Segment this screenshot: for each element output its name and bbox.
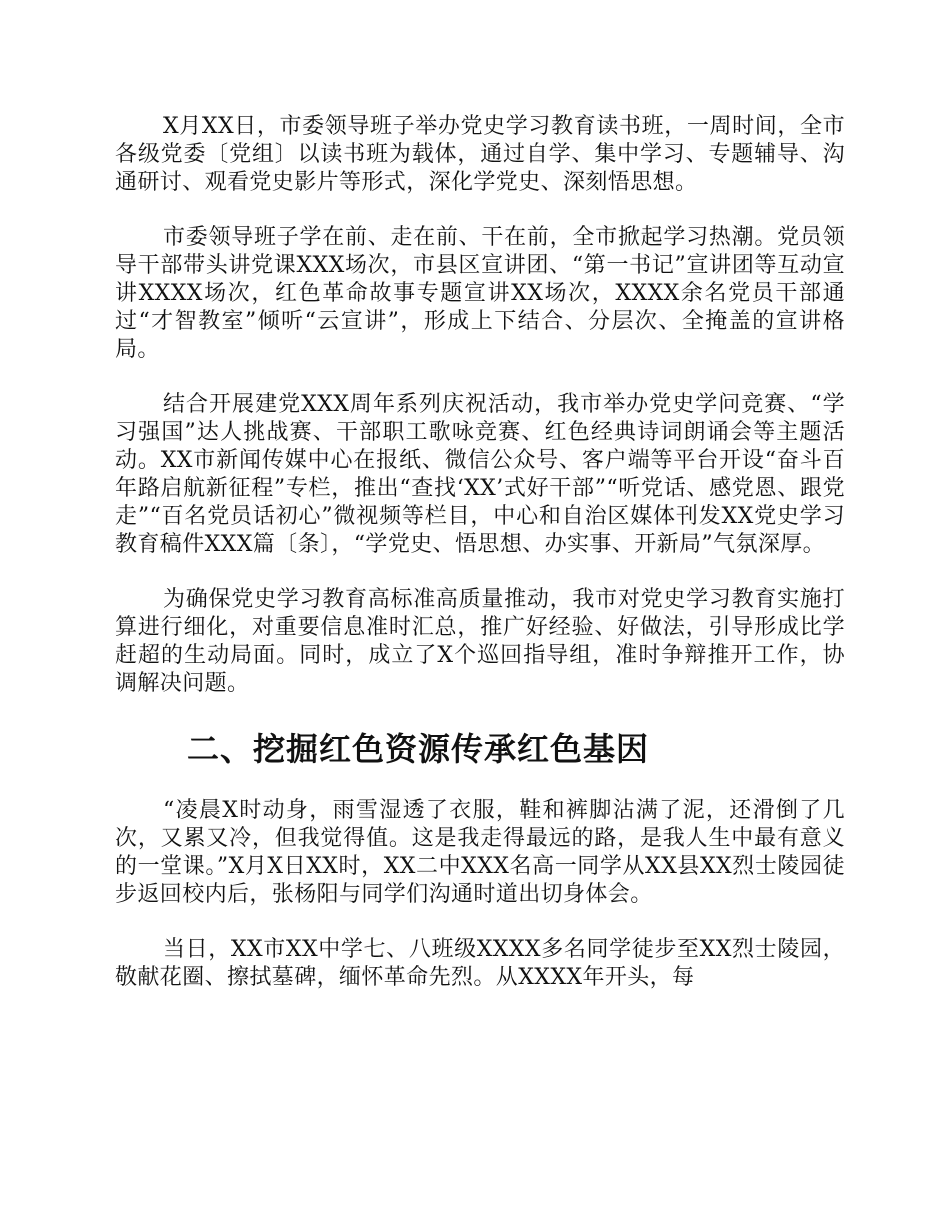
heading-spacer	[115, 698, 845, 729]
paragraph-spacer	[115, 364, 845, 391]
paragraph-lectures: 市委领导班子学在前、走在前、干在前，全市掀起学习热潮。党员领导干部带头讲党课XXX场次，市县区宣讲团、“第一书记”宣讲团等互动宣讲XXXX场次，红色革命故事专题宣讲XX场次，XXXX余名党员干部通过“才智教室”倾听“云宣讲”，形成上下结合、分层次、全掩盖的宣讲格局。	[115, 225, 845, 362]
paragraph-memorial-visit: 当日，XX市XX中学七、八班级XXXX多名同学徒步至XX烈士陵园，敬献花圈、擦拭墓碑，缅怀革命先烈。从XXXX年开头，每	[115, 937, 845, 990]
paragraph-spacer	[115, 559, 845, 586]
paragraph-activities: 结合开展建党XXX周年系列庆祝活动，我市举办党史学问竞赛、“学习强国”达人挑战赛、干部职工歌咏竞赛、红色经典诗词朗诵会等主题活动。XX市新闻传媒中心在报纸、微信公众号、客户端等平台开设“奋斗百年路启航新征程”专栏，推出“查找‘XX’式好干部”“听党话、感党恩、跟党走”“百名党员话初心”微视频等栏目，中心和自治区媒体刊发XX党史学习教育稿件XXX篇〔条〕，“学党史、悟思想、办实事、开新局”气氛深厚。	[115, 392, 845, 557]
section-heading: 二、挖掘红色资源传承红色基因	[187, 730, 650, 768]
paragraph-student-quote: “凌晨X时动身，雨雪湿透了衣服，鞋和裤脚沾满了泥，还滑倒了几次，又累又冷，但我觉得值。这是我走得最远的路，是我人生中最有意义的一堂课。”X月X日XX时，XX二中XXX名高一同学从XX县XX烈士陵园徒步返回校内后，张杨阳与同学们沟通时道出切身体会。	[115, 798, 845, 907]
paragraph-guidance: 为确保党史学习教育高标准高质量推动，我市对党史学习教育实施打算进行细化，对重要信息准时汇总，推广好经验、好做法，引导形成比学赶超的生动局面。同时，成立了X个巡回指导组，准时争辩推开工作，协调解决问题。	[115, 587, 845, 696]
heading-spacer	[115, 769, 845, 797]
paragraph-spacer	[115, 197, 845, 224]
document-page	[115, 113, 845, 992]
paragraph-spacer	[115, 909, 845, 936]
paragraph-reading-class: X月XX日，市委领导班子举办党史学习教育读书班，一周时间，全市各级党委〔党组〕以读书班为载体，通过自学、集中学习、专题辅导、沟通研讨、观看党史影片等形式，深化学党史、深刻悟思想。	[115, 114, 845, 195]
